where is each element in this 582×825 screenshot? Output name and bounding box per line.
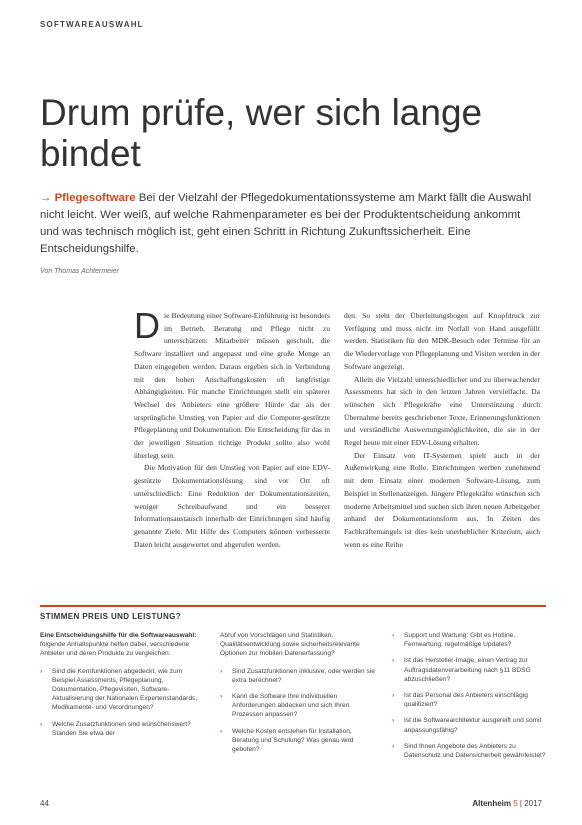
article-title: Drum prüfe, wer sich lange bindet	[40, 92, 483, 174]
chevron-right-icon: ›	[392, 692, 395, 700]
checklist-item: › Kann die Software Ihre individuellen Anforderungen abdecken und sich Ihren Prozessen anpassen?	[220, 693, 350, 719]
chevron-right-icon: ›	[40, 667, 43, 675]
journal-name: Altenheim	[472, 799, 511, 808]
checklist-item: › Sind die Kernfunktionen abgedeckt, wie zum Beispiel Assessments, Pflegeplanung, Dokumentation, Pflegevisiten, Software-Aktualisierung der Nationalen Expertenstandards, Medikamente- und Verordnungen?	[40, 667, 198, 712]
lede-topic: Pflegesoftware	[54, 192, 136, 204]
checklist-box	[40, 605, 546, 787]
chevron-right-icon: ›	[220, 667, 223, 675]
chevron-right-icon: ›	[220, 693, 223, 701]
box-top-rule	[40, 605, 546, 607]
checklist-item: › Ist die Softwarearchitektur ausgereift und somit anpassungsfähig?	[392, 717, 542, 734]
box-column-2	[220, 631, 380, 761]
article-lede	[40, 190, 540, 258]
drop-cap: D	[134, 305, 160, 346]
issue-year: 2017	[524, 799, 542, 808]
lede-text: Bei der Vielzahl der Pflegedokumentationssysteme am Markt fällt die Auswahl nicht leicht. Wer weiß, auf welche Rahmenparameter es bei der Produktentscheidung ankommt und was technisch möglich ist, geht einen Schritt in Richtung Zukunftssicherheit. Eine Entscheidungshilfe.	[40, 192, 532, 255]
chevron-right-icon: ›	[392, 742, 395, 750]
page-number: 44	[40, 799, 49, 808]
body-column-1	[134, 305, 330, 551]
box-intro-text: folgende Anhaltspunkte helfen dabei, verschiedene Anbieter und deren Produkte zu vergleichen:	[40, 641, 190, 658]
box-column-1	[40, 631, 200, 745]
section-kicker: SOFTWAREAUSWAHL	[40, 20, 144, 29]
body-paragraph: Allein die Vielzahl unterschiedlicher und zu überwachender Assessments hat sich in den letzten Jahren vervielfacht. Da wünschen sich Pflegekräfte eine Unterstützung durch Übernahme bereits geschriebener Texte, Erinnerungsfunktionen und verständliche Auswertungsmöglichkeiten, die sie in der Regel heute mit einer EDV-Lösung erhalten.	[344, 374, 540, 448]
box-intro	[40, 631, 200, 659]
body-paragraph: Der Einsatz von IT-Systemen spielt auch in der Außenwirkung eine Rolle. Einrichtungen werben zunehmend mit dem Einsatz einer modernen Software-Lösung, zum Beispiel in Stellenanzeigen. Jüngere Pflegekräfte wünschen sich moderne Arbeitsmittel und suchen sich ihren neuen Arbeitgeber anhand der Dokumentationsform aus. In Zeiten des Fachkräftemangels ist dies kein unerheblicher Kriterium, auch wenn es eine Reihe	[344, 450, 540, 549]
checklist-item: › Sind Zusatzfunktionen inklusive, oder werden sie extra berechnet?	[220, 667, 375, 684]
body-paragraph: Die Motivation für den Umstieg von Papier auf eine EDV-gestützte Dokumentationslösung sind vor Ort oft unterschiedlich: Eine Reduktion der Dokumentationszeiten, weniger Schreibaufwand und ein besserer Informationsaustausch innerhalb der Einrichtungen sind häufig genannte Ziele. Mit Hilfe des Computers können verbesserte Daten leicht ausgewertet und abgerufen werden.	[134, 463, 330, 549]
checklist-item: › Welche Zusatzfunktionen sind wünschenswert? Standen Sie etwa der	[40, 720, 191, 737]
checklist-item: › Welche Kosten entstehen für Installation, Beratung und Schulung? Was genau wird geboten?	[220, 727, 354, 754]
box-intro-bold: Eine Entscheidungshilfe für die Softwareauswahl:	[40, 632, 197, 639]
body-column-2	[344, 310, 540, 551]
byline: Von Thomas Achtermeier	[40, 268, 119, 275]
box-title: STIMMEN PREIS UND LEISTUNG?	[40, 612, 182, 621]
arrow-icon: →	[40, 192, 52, 204]
chevron-right-icon: ›	[220, 727, 223, 735]
checklist-item: › Ist das Hersteller-Image, einen Vertrag zur Auftragsdatenverarbeitung nach §11 BDSG abzuschließen?	[392, 657, 531, 683]
checklist-item: › Ist das Personal des Anbieters einschlägig qualifiziert?	[392, 692, 528, 709]
issue-number: 5	[513, 799, 518, 808]
box-column-3	[392, 631, 552, 767]
chevron-right-icon: ›	[392, 632, 395, 639]
checklist-item: › Support und Wartung: Gibt es Hotline, Fernwartung, regelmäßige Updates?	[392, 632, 516, 649]
checklist-continuation: Abruf von Vorschlägen und Statistiken, Qualitätsentwicklung sowie sicherheitsrelevante Optionen zur mobilen Datenerfassung?	[220, 632, 360, 658]
chevron-right-icon: ›	[392, 657, 395, 665]
chevron-right-icon: ›	[40, 720, 43, 728]
checklist-item: › Sind Ihnen Angebote des Anbieters zu Datenschutz und Datensicherheit gewährleistet?	[392, 742, 546, 760]
chevron-right-icon: ›	[392, 717, 395, 725]
body-paragraph	[134, 305, 330, 462]
body-text: ie Bedeutung einer Software-Einführung ist besonders im Betrieb, Beratung und Pflege nicht zu unterschätzen: Mitarbeiter müssen geschult, die Software installiert und angepasst und eine große Menge an Daten eingegeben werden. Daraus ergeben sich in Verbindung mit den hohen Anschaffungskosten oft langfristige Abhängigkeiten. Für manche Einrichtungen stellt ein späterer Wechsel des Anbieters eine größere Hürde dar als der ursprüngliche Umstieg von Papier auf die Computer-gestützte Pflegeplanung und Dokumentation. Die Entscheidung für das in der jeweiligen Situation richtige Produkt sollte also wohl überlegt sein.	[134, 311, 330, 460]
body-paragraph: den. So steht der Überleitungsbogen auf Knopfdruck zur Verfügung und muss nicht im Notfall von Hand ausgefüllt werden. Statistiken für den MDK-Besuch oder Termine für an die Wiedervorlage von Pflegeplanung und Visiten werden in der Software angezeigt.	[344, 311, 540, 371]
journal-credit: Altenheim 5 | 2017	[472, 799, 542, 808]
page-footer	[0, 797, 582, 817]
